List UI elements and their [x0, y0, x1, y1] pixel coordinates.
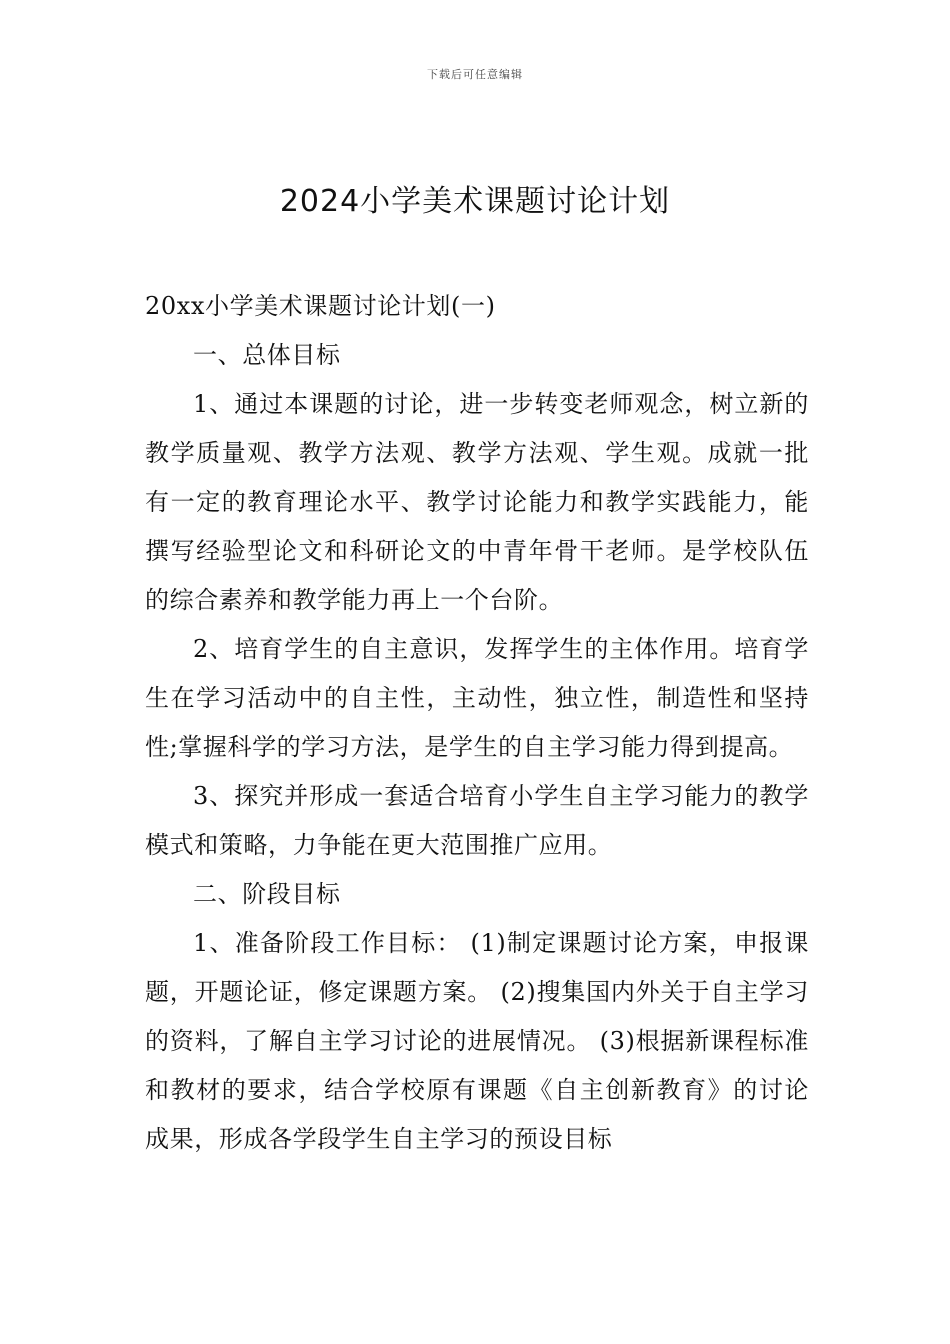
document-title: 2024小学美术课题讨论计划	[279, 184, 671, 219]
heading-stage-goals: 二、阶段目标	[193, 880, 341, 908]
paragraph-goal-3: 3、探究并形成一套适合培育小学生自主学习能力的教学模式和策略，力争能在更大范围推广应用。	[145, 782, 809, 859]
document-body	[145, 282, 809, 1164]
paragraph-goal-2: 2、培育学生的自主意识，发挥学生的主体作用。培育学生在学习活动中的自主性，主动性，独立性，制造性和坚持性;掌握科学的学习方法，是学生的自主学习能力得到提高。	[145, 635, 809, 761]
paragraph-goal-1: 1、通过本课题的讨论，进一步转变老师观念，树立新的教学质量观、教学方法观、教学方法观、学生观。成就一批有一定的教育理论水平、教学讨论能力和教学实践能力，能撰写经验型论文和科研论文的中青年骨干老师。是学校队伍的综合素养和教学能力再上一个台阶。	[145, 390, 809, 614]
section-subtitle: 20xx小学美术课题讨论计划(一)	[145, 292, 496, 320]
heading-overall-goals: 一、总体目标	[193, 341, 341, 369]
header-note: 下载后可任意编辑	[427, 68, 523, 81]
paragraph-stage-1: 1、准备阶段工作目标： (1)制定课题讨论方案，申报课题，开题论证，修定课题方案。 (2)搜集国内外关于自主学习的资料，了解自主学习讨论的进展情况。 (3)根据新课程标准和教材的要求，结合学校原有课题《自主创新教育》的讨论成果，形成各学段学生自主学习的预设目标	[145, 929, 809, 1153]
